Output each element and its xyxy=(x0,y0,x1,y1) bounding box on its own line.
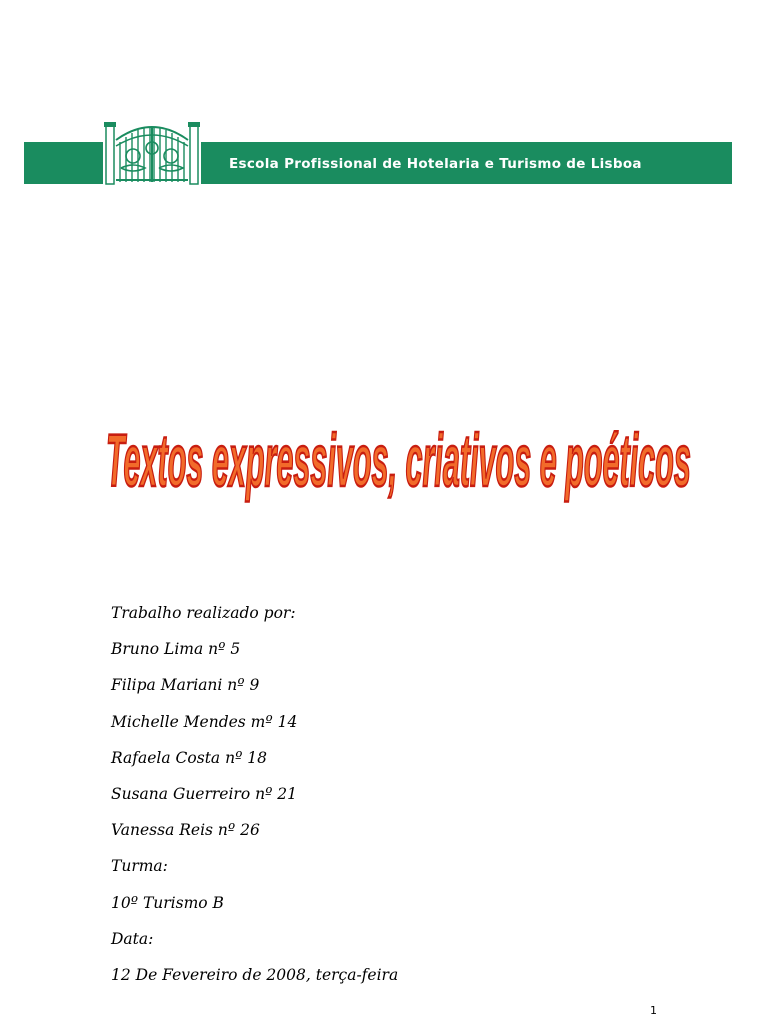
info-heading-authors: Trabalho realizado por: xyxy=(111,604,296,622)
info-block xyxy=(111,600,631,998)
author-line: Michelle Mendes mº 14 xyxy=(111,712,298,731)
gate-icon xyxy=(103,118,201,186)
date-value: 12 De Fevereiro de 2008, terça-feira xyxy=(111,965,399,984)
class-heading: Turma: xyxy=(111,857,168,876)
author-line: Bruno Lima nº 5 xyxy=(111,640,241,659)
class-value: 10º Turismo B xyxy=(111,893,224,912)
document-title xyxy=(100,412,700,522)
author-line: Rafaela Costa nº 18 xyxy=(111,748,268,767)
author-line: Vanessa Reis nº 26 xyxy=(111,821,260,840)
document-title-text: Textos expressivos, criativos e poéticos xyxy=(106,419,691,502)
author-line: Susana Guerreiro nº 21 xyxy=(111,784,298,803)
date-heading: Data: xyxy=(111,929,154,948)
school-name: Escola Profissional de Hotelaria e Turismo de Lisboa xyxy=(229,156,642,172)
page-number: 1 xyxy=(650,1004,657,1017)
author-line: Filipa Mariani nº 9 xyxy=(111,676,260,695)
